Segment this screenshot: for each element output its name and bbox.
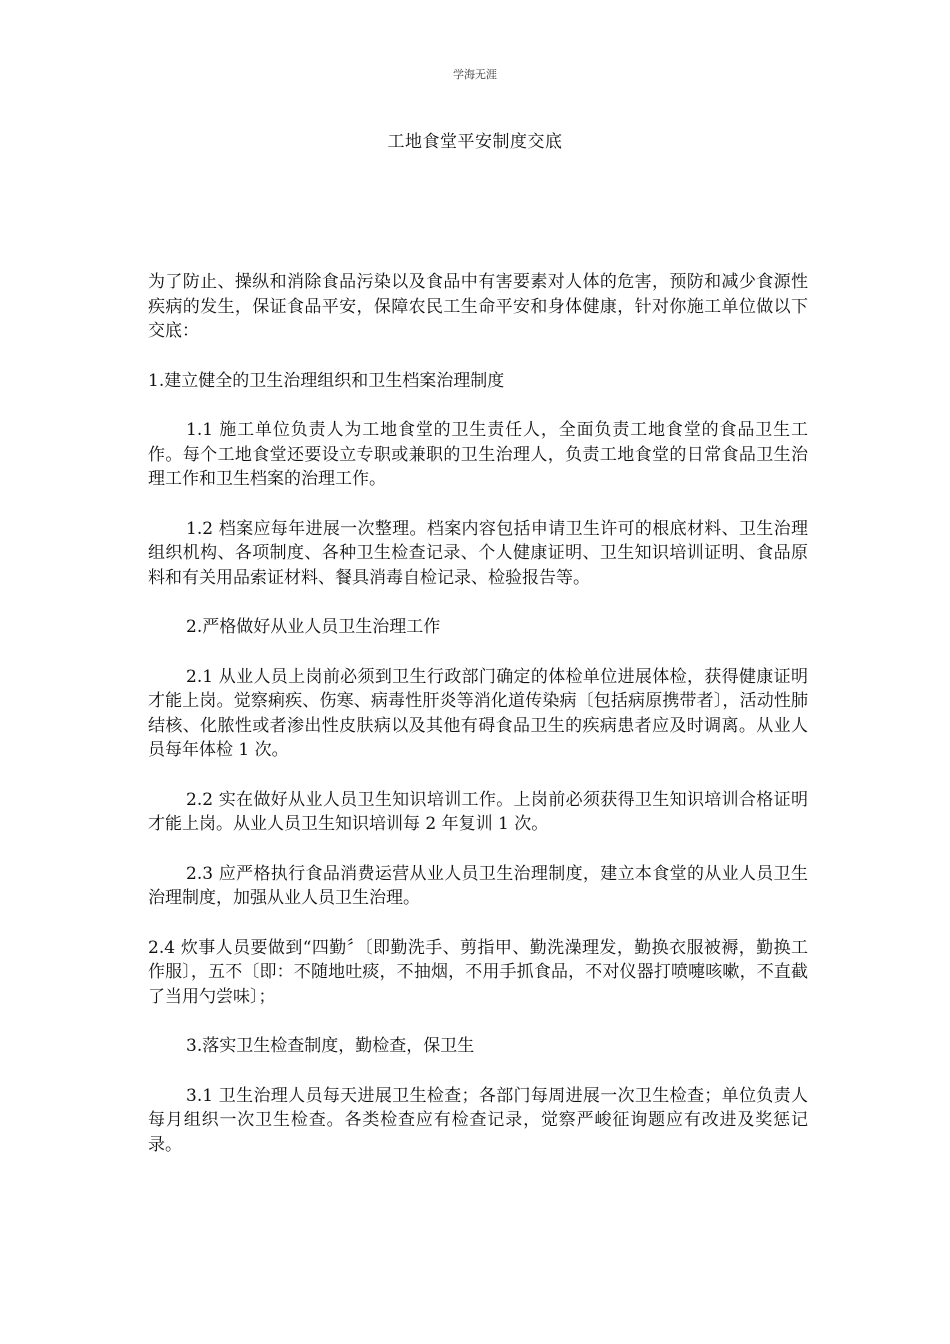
section-heading-1: 1.建立健全的卫生治理组织和卫生档案治理制度 <box>148 370 505 391</box>
paragraph-1-1: 1.1 施工单位负责人为工地食堂的卫生责任人，全面负责工地食堂的食品卫生工作。每个工地食堂还要设立专职或兼职的卫生治理人，负责工地食堂的日常食品卫生治理工作和卫生档案的治理工作。 <box>148 420 808 489</box>
section-heading-3: 3.落实卫生检查制度，勤检查，保卫生 <box>186 1036 475 1056</box>
paragraph-2-3: 2.3 应严格执行食品消费运营从业人员卫生治理制度，建立本食堂的从业人员卫生治理制度，加强从业人员卫生治理。 <box>148 863 808 908</box>
paragraph-2-2: 2.2 实在做好从业人员卫生知识培训工作。上岗前必须获得卫生知识培训合格证明才能上岗。从业人员卫生知识培训每 2 年复训 1 次。 <box>148 789 808 834</box>
paragraph-intro: 为了防止、操纵和消除食品污染以及食品中有害要素对人体的危害，预防和减少食源性疾病的发生，保证食品平安，保障农民工生命平安和身体健康，针对你施工单位做以下交底： <box>148 272 808 341</box>
document-body <box>148 270 808 1182</box>
paragraph-2-1: 2.1 从业人员上岗前必须到卫生行政部门确定的体检单位进展体检，获得健康证明才能上岗。觉察痢疾、伤寒、病毒性肝炎等消化道传染病〔包括病原携带者〕，活动性肺结核、化脓性或者渗出性皮肤病以及其他有碍食品卫生的疾病患者应及时调离。从业人员每年体检 1 次。 <box>148 666 808 760</box>
paragraph-3-1: 3.1 卫生治理人员每天进展卫生检查；各部门每周进展一次卫生检查；单位负责人每月组织一次卫生检查。各类检查应有检查记录，觉察严峻征询题应有改进及奖惩记录。 <box>148 1085 808 1155</box>
paragraph-2-4: 2.4 炊事人员要做到“四勤〞〔即勤洗手、剪指甲、勤洗澡理发，勤换衣服被褥，勤换工作服〕，五不〔即：不随地吐痰，不抽烟，不用手抓食品，不对仪器打喷嚏咳嗽，不直截了当用勺尝味〕； <box>148 937 808 1007</box>
document-title: 工地食堂平安制度交底 <box>387 132 563 152</box>
paragraph-1-2: 1.2 档案应每年进展一次整理。档案内容包括申请卫生许可的根底材料、卫生治理组织机构、各项制度、各种卫生检查记录、个人健康证明、卫生知识培训证明、食品原料和有关用品索证材料、餐具消毒自检记录、检验报告等。 <box>148 518 808 588</box>
page-header: 学海无涯 <box>453 68 497 81</box>
section-heading-2: 2.严格做好从业人员卫生治理工作 <box>186 617 441 637</box>
